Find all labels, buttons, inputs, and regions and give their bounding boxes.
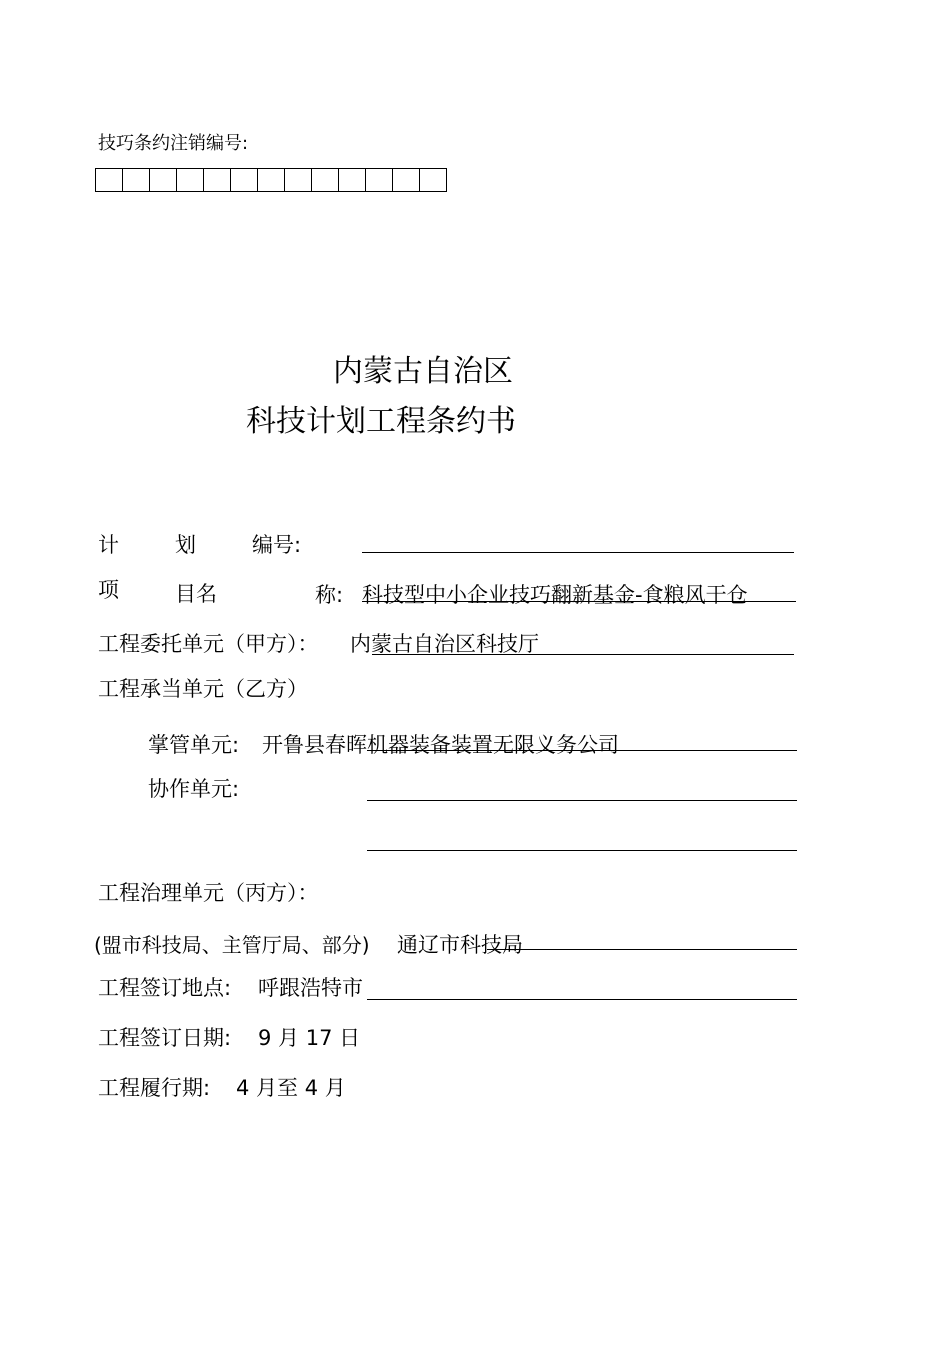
party-a-underline bbox=[372, 654, 794, 655]
project-name-label-char1: 项 bbox=[98, 578, 119, 602]
cancel-code-boxes[interactable] bbox=[95, 168, 447, 192]
cancel-code-box[interactable] bbox=[203, 168, 231, 192]
sign-date-label: 工程签订日期: bbox=[98, 1026, 232, 1050]
lead-unit-value[interactable]: 开鲁县春晖机器装备装置无限义务公司 bbox=[262, 733, 619, 757]
project-name-label-char3: 称: bbox=[315, 583, 344, 607]
project-name-underline bbox=[362, 601, 796, 602]
cancel-code-box[interactable] bbox=[230, 168, 258, 192]
cancel-code-label: 技巧条约注销编号: bbox=[98, 133, 249, 154]
page-title: 科技计划工程条约书 bbox=[246, 404, 516, 439]
sign-date-value[interactable]: 9 月 17 日 bbox=[258, 1026, 361, 1050]
sign-place-underline bbox=[367, 999, 797, 1000]
party-a-value[interactable]: 内蒙古自治区科技厅 bbox=[350, 632, 539, 656]
cancel-code-box[interactable] bbox=[284, 168, 312, 192]
project-name-value[interactable]: 科技型中小企业技巧翻新基金-食粮风干仓 bbox=[362, 583, 748, 607]
coop-unit-label: 协作单元: bbox=[148, 777, 240, 801]
cancel-code-box[interactable] bbox=[95, 168, 123, 192]
plan-no-label-char3: 编号: bbox=[252, 533, 302, 557]
plan-no-underline bbox=[362, 552, 794, 553]
party-b-label: 工程承当单元（乙方） bbox=[98, 677, 308, 701]
title-region: 内蒙古自治区 bbox=[333, 354, 513, 389]
cancel-code-box[interactable] bbox=[311, 168, 339, 192]
coop-unit-underline bbox=[367, 800, 797, 801]
period-value[interactable]: 4 月至 4 月 bbox=[236, 1076, 346, 1100]
cancel-code-box[interactable] bbox=[365, 168, 393, 192]
cancel-code-box[interactable] bbox=[149, 168, 177, 192]
party-c-detail-label: (盟市科技局、主管厅局、部分) bbox=[94, 933, 370, 957]
cancel-code-box[interactable] bbox=[392, 168, 420, 192]
cancel-code-box[interactable] bbox=[176, 168, 204, 192]
lead-unit-underline bbox=[367, 750, 797, 751]
party-a-label: 工程委托单元（甲方）： bbox=[98, 632, 319, 656]
lead-unit-label: 掌管单元: bbox=[148, 733, 240, 757]
party-c-underline bbox=[487, 949, 797, 950]
plan-no-label-char2: 划 bbox=[175, 533, 196, 557]
sign-place-value[interactable]: 呼跟浩特市 bbox=[258, 976, 363, 1000]
cancel-code-box[interactable] bbox=[338, 168, 366, 192]
party-c-detail-value[interactable]: 通辽市科技局 bbox=[397, 933, 523, 957]
plan-no-label-char1: 计 bbox=[98, 533, 119, 557]
cancel-code-box[interactable] bbox=[257, 168, 285, 192]
project-name-label-char2: 目名 bbox=[175, 582, 217, 606]
cancel-code-box[interactable] bbox=[419, 168, 447, 192]
party-c-label: 工程治理单元（丙方）： bbox=[98, 881, 319, 905]
period-label: 工程履行期: bbox=[98, 1076, 211, 1100]
sign-place-label: 工程签订地点: bbox=[98, 976, 232, 1000]
coop-unit-underline-2 bbox=[367, 850, 797, 851]
cancel-code-box[interactable] bbox=[122, 168, 150, 192]
